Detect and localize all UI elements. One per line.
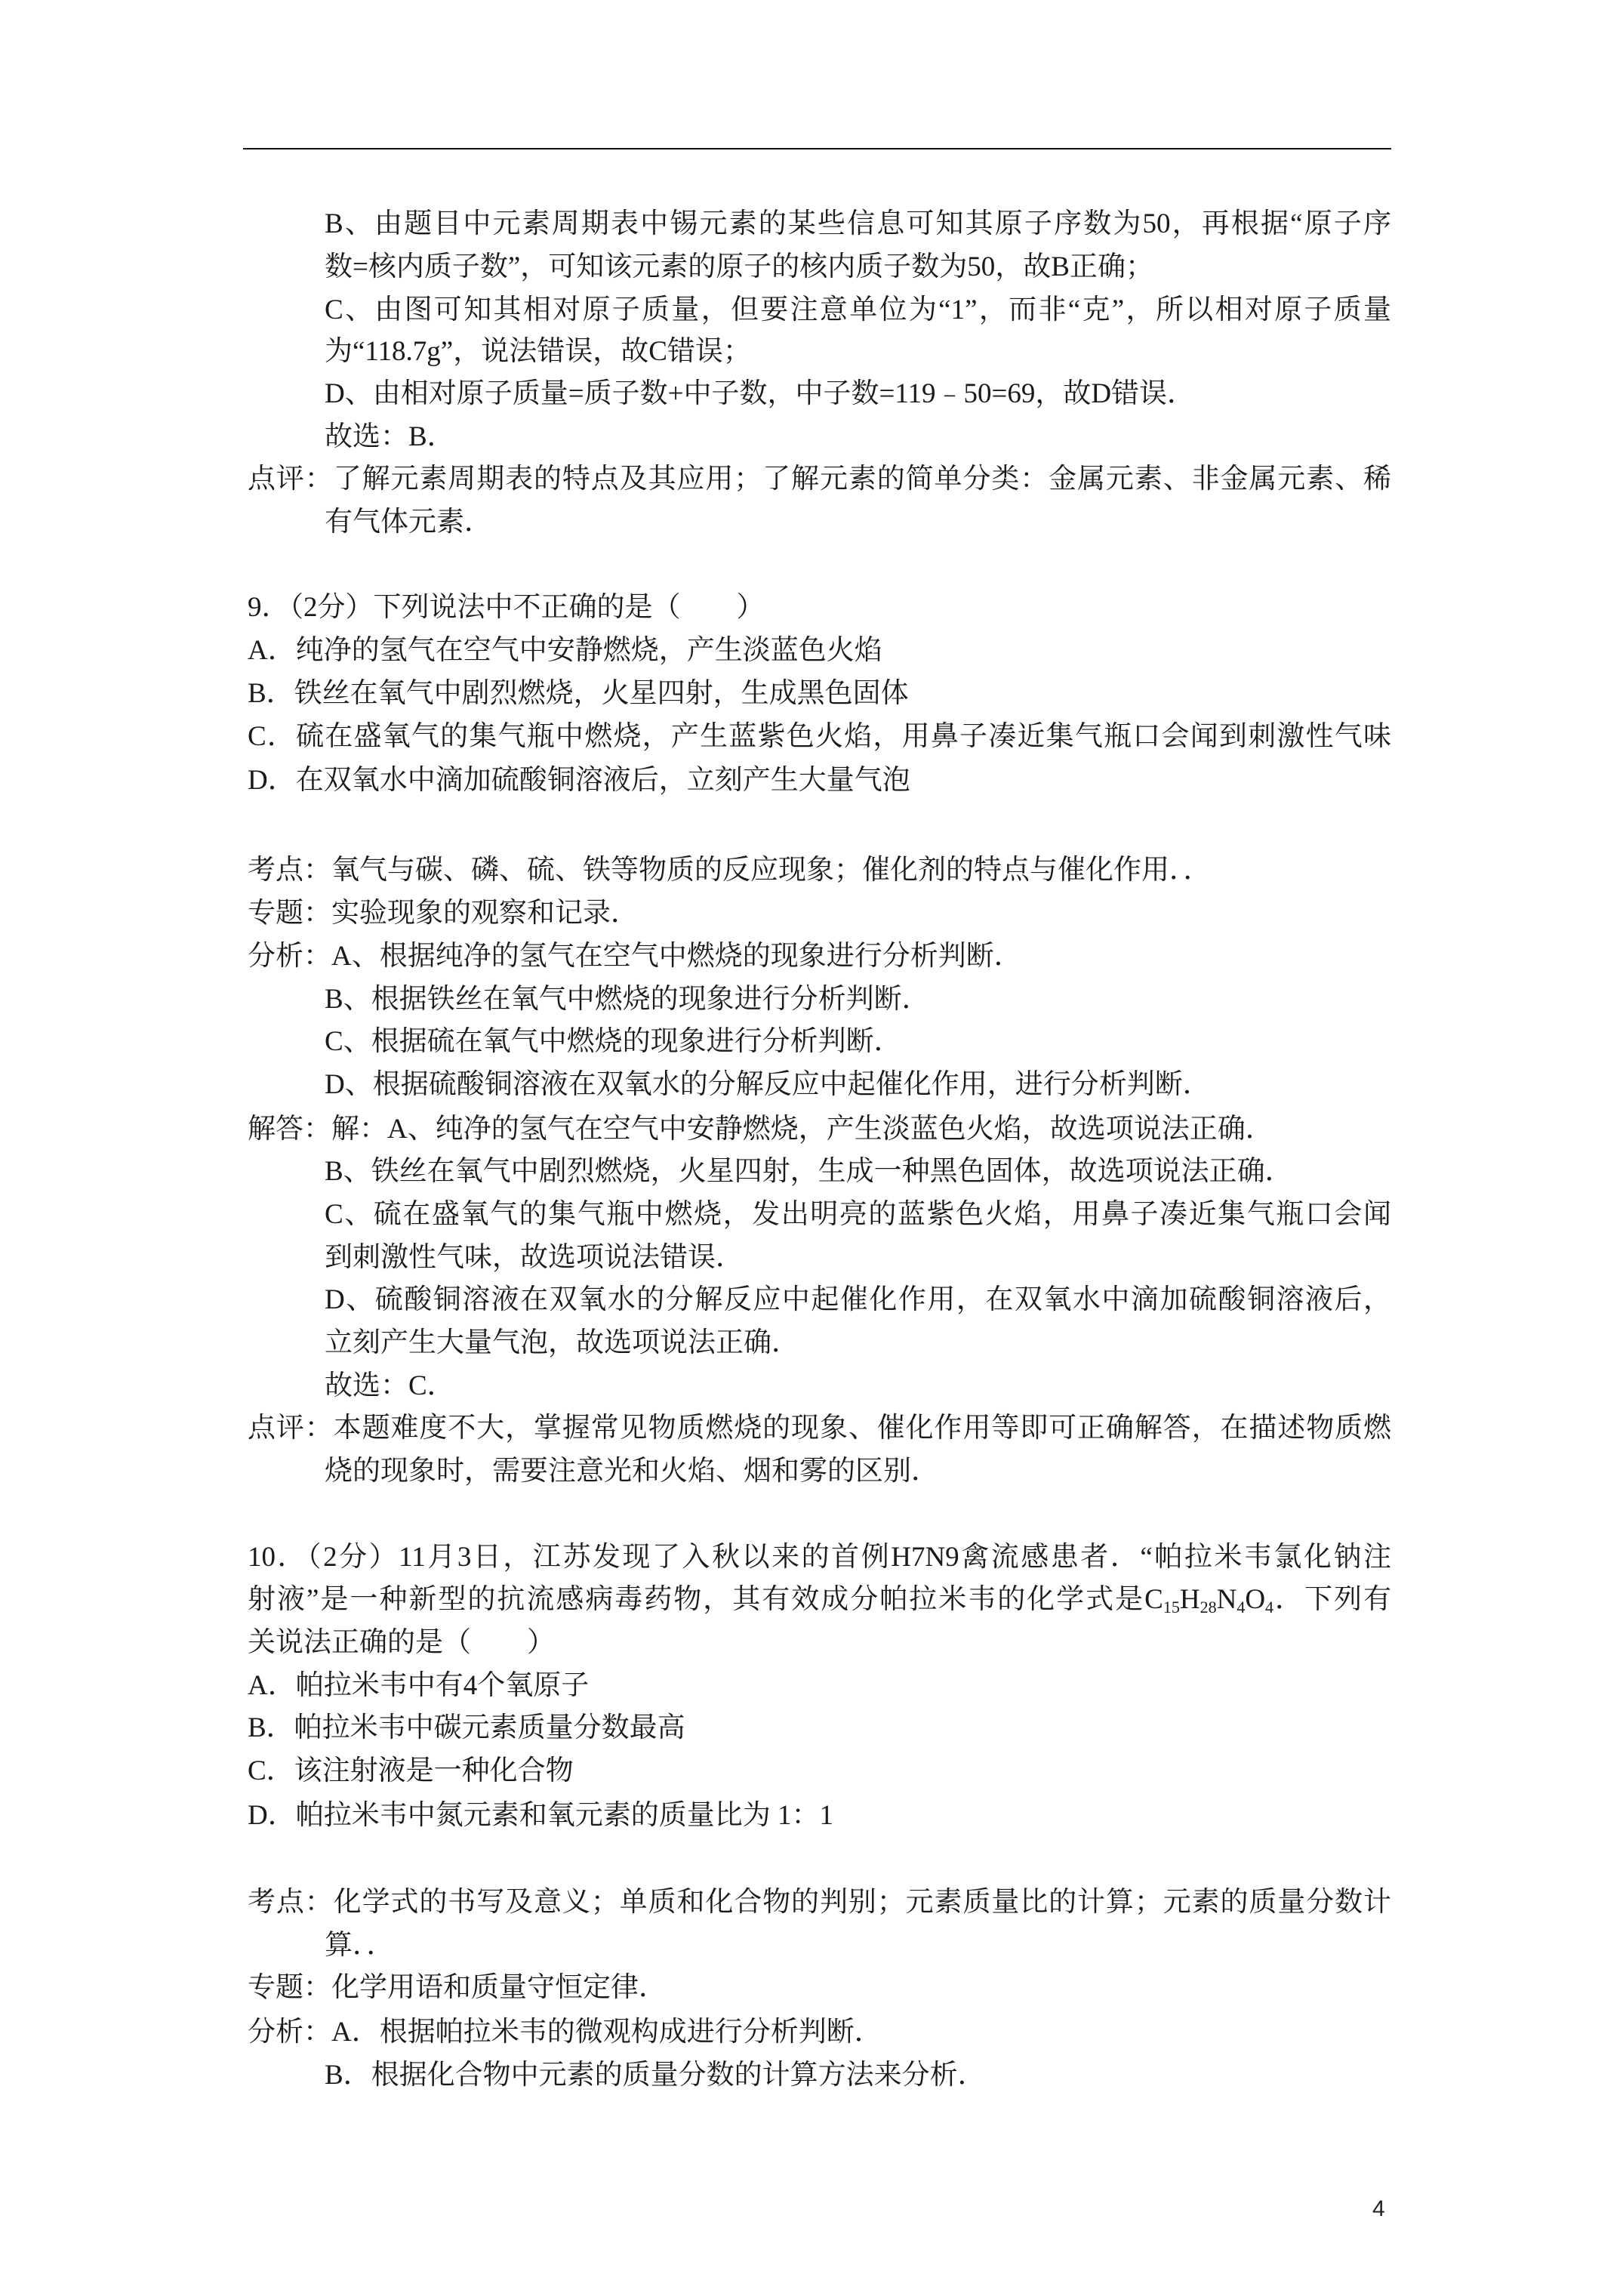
- comment-text: 本题难度不大，掌握常见物质燃烧的现象、催化作用等即可正确解答，在描述物质燃: [333, 1413, 1392, 1444]
- q9-answer-line: B、铁丝在氧气中剧烈燃烧，火星四射，生成一种黑色固体，故选项说法正确．: [325, 1156, 1293, 1187]
- q9-answer-line: 到刺激性气味，故选项说法错误．: [325, 1242, 744, 1273]
- stem-text: 射液”是一种新型的抗流感病毒药物，其有效成分帕拉米韦的化学式是: [248, 1584, 1145, 1615]
- q8-solution-line: C、由图可知其相对原子质量，但要注意单位为“1”，而非“克”，所以相对原子质量: [325, 294, 1391, 325]
- q9-option-a: A．纯净的氢气在空气中安静燃烧，产生淡蓝色火焰: [248, 635, 882, 666]
- answer-label: 解答：: [248, 1114, 331, 1145]
- formula-element: O: [1245, 1584, 1266, 1615]
- q8-answer-choice: 故选：B．: [325, 421, 455, 452]
- analysis-text: A、根据纯净的氢气在空气中燃烧的现象进行分析判断．: [331, 941, 1022, 972]
- formula-subscript: 15: [1163, 1598, 1180, 1616]
- formula-element: N: [1216, 1584, 1237, 1615]
- comment-text: 了解元素周期表的特点及其应用；了解元素的简单分类：金属元素、非金属元素、稀: [333, 464, 1392, 495]
- topic-text: 化学用语和质量守恒定律．: [331, 1972, 667, 2003]
- q8-comment-line: 有气体元素．: [325, 507, 492, 538]
- q10-knowledge-point: [248, 1886, 1391, 1919]
- q8-solution-line: 数=核内质子数”，可知该元素的原子的核内质子数为50，故B正确；: [325, 251, 1153, 282]
- analysis-label: 分析：: [248, 2017, 331, 2048]
- q9-topic: [248, 897, 639, 930]
- formula-subscript: 4: [1236, 1598, 1246, 1616]
- comment-label: 点评：: [248, 464, 334, 495]
- q10-stem-line: [248, 1583, 1391, 1616]
- q10-option-c: C．该注射液是一种化合物: [248, 1755, 574, 1786]
- knowledge-label: 考点：: [248, 1887, 334, 1918]
- q9-comment-line: 烧的现象时，需要注意光和火焰、烟和雾的区别．: [325, 1456, 939, 1487]
- q9-option-b: B．铁丝在氧气中剧烈燃烧，火星四射，生成黑色固体: [248, 678, 909, 709]
- comment-label: 点评：: [248, 1413, 334, 1444]
- formula-element: C: [1144, 1584, 1163, 1615]
- q9-option-c: C．硫在盛氧气的集气瓶中燃烧，产生蓝紫色火焰，用鼻子凑近集气瓶口会闻到刺激性气味: [248, 721, 1391, 752]
- header-rule: [243, 148, 1391, 149]
- analysis-text: A．根据帕拉米韦的微观构成进行分析判断．: [331, 2017, 882, 2048]
- q9-answer-line: [248, 1113, 1273, 1146]
- analysis-label: 分析：: [248, 941, 331, 972]
- q10-stem-line: 关说法正确的是（ ）: [248, 1627, 555, 1658]
- q8-solution-line: D、由相对原子质量=质子数+中子数，中子数=119﹣50=69，故D错误．: [325, 378, 1196, 409]
- stem-text: ．下列有: [1273, 1584, 1392, 1615]
- q9-answer-line: C、硫在盛氧气的集气瓶中燃烧，发出明亮的蓝紫色火焰，用鼻子凑近集气瓶口会闻: [325, 1199, 1391, 1230]
- q10-analysis-line: B．根据化合物中元素的质量分数的计算方法来分析．: [325, 2060, 986, 2091]
- q9-knowledge-point: [248, 854, 1212, 887]
- q9-option-d: D．在双氧水中滴加硫酸铜溶液后，立刻产生大量气泡: [248, 765, 910, 796]
- chemical-formula: [1144, 1584, 1273, 1615]
- q9-stem: 9．（2分）下列说法中不正确的是（ ）: [248, 592, 765, 623]
- q9-analysis-line: B、根据铁丝在氧气中燃烧的现象进行分析判断．: [325, 984, 930, 1015]
- knowledge-text: 化学式的书写及意义；单质和化合物的判别；元素质量比的计算；元素的质量分数计: [333, 1887, 1392, 1918]
- topic-text: 实验现象的观察和记录．: [331, 898, 639, 929]
- q9-analysis-line: [248, 940, 1022, 973]
- q10-option-d: D．帕拉米韦中氮元素和氧元素的质量比为 1：1: [248, 1800, 833, 1831]
- q10-option-b: B．帕拉米韦中碳元素质量分数最高: [248, 1712, 685, 1743]
- q8-comment-line: [248, 463, 1391, 496]
- answer-text: 解：A、纯净的氢气在空气中安静燃烧，产生淡蓝色火焰，故选项说法正确．: [331, 1114, 1273, 1145]
- q8-solution-line: 为“118.7g”，说法错误，故C错误；: [325, 336, 751, 367]
- q10-analysis-line: [248, 2016, 882, 2049]
- q10-topic: [248, 1971, 667, 2005]
- page-number: 4: [1372, 2196, 1385, 2221]
- formula-subscript: 4: [1265, 1598, 1274, 1616]
- formula-element: H: [1179, 1584, 1200, 1615]
- knowledge-label: 考点：: [248, 855, 331, 886]
- q9-comment-line: [248, 1412, 1391, 1445]
- topic-label: 专题：: [248, 1972, 331, 2003]
- q10-stem-line: 10．（2分）11月3日，江苏发现了入秋以来的首例H7N9禽流感患者．“帕拉米韦氯化钠注: [248, 1542, 1391, 1573]
- q10-option-a: A．帕拉米韦中有4个氧原子: [248, 1670, 590, 1701]
- q9-answer-choice: 故选：C．: [325, 1370, 455, 1401]
- q9-analysis-line: D、根据硫酸铜溶液在双氧水的分解反应中起催化作用，进行分析判断．: [325, 1069, 1211, 1100]
- knowledge-text: 氧气与碳、磷、硫、铁等物质的反应现象；催化剂的特点与催化作用．．: [331, 855, 1212, 886]
- q9-answer-line: D、硫酸铜溶液在双氧水的分解反应中起催化作用，在双氧水中滴加硫酸铜溶液后，: [325, 1284, 1391, 1315]
- q9-answer-line: 立刻产生大量气泡，故选项说法正确．: [325, 1327, 799, 1358]
- q9-analysis-line: C、根据硫在氧气中燃烧的现象进行分析判断．: [325, 1026, 902, 1057]
- q8-solution-line: B、由题目中元素周期表中锡元素的某些信息可知其原子序数为50，再根据“原子序: [325, 208, 1391, 239]
- topic-label: 专题：: [248, 898, 331, 929]
- formula-subscript: 28: [1200, 1598, 1217, 1616]
- q10-knowledge-point: 算．．: [325, 1930, 395, 1961]
